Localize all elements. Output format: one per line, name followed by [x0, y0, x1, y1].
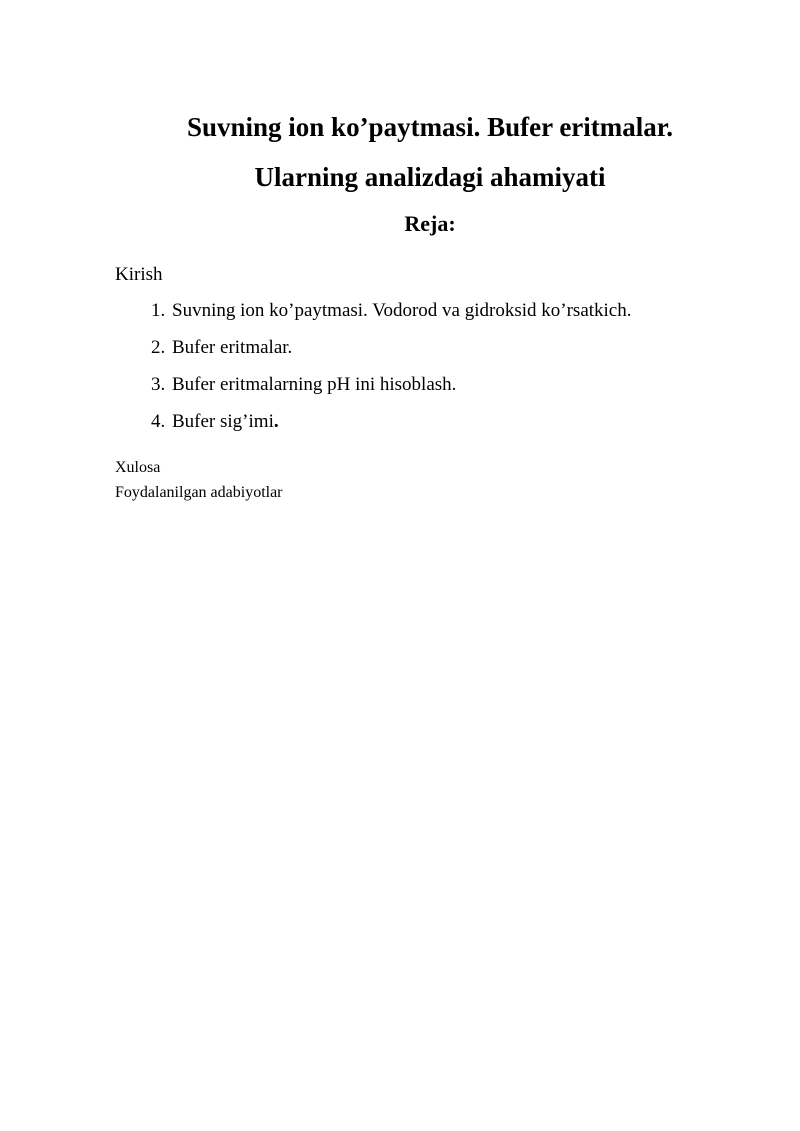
plan-item-text: Bufer eritmalar.	[172, 337, 293, 358]
plan-item-number: 1.	[151, 300, 166, 321]
plan-item-number: 4.	[151, 411, 166, 432]
document-title-line-1: Suvning ion ko’paytmasi. Bufer eritmalar.	[186, 112, 674, 142]
plan-item-text: Suvning ion ko’paytmasi. Vodorod va gidroksid ko’rsatkich.	[172, 300, 632, 321]
plan-item	[151, 335, 632, 372]
plan-item-text: Bufer eritmalarning pH ini hisoblash.	[172, 374, 457, 395]
intro-label: Kirish	[115, 264, 163, 285]
plan-heading: Reja:	[404, 211, 456, 236]
conclusion-label: Xulosa	[115, 459, 161, 476]
plan-item-number: 3.	[151, 374, 166, 395]
plan-item	[151, 298, 632, 335]
plan-item-trailing-dot: .	[273, 411, 279, 432]
plan-item	[151, 372, 632, 409]
plan-item-number: 2.	[151, 337, 166, 358]
document-title-line-2: Ularning analizdagi ahamiyati	[254, 162, 606, 192]
references-label: Foydalanilgan adabiyotlar	[115, 484, 283, 501]
plan-list	[151, 298, 632, 446]
plan-item	[151, 409, 632, 446]
plan-item-text: Bufer sig’imi	[172, 411, 274, 432]
